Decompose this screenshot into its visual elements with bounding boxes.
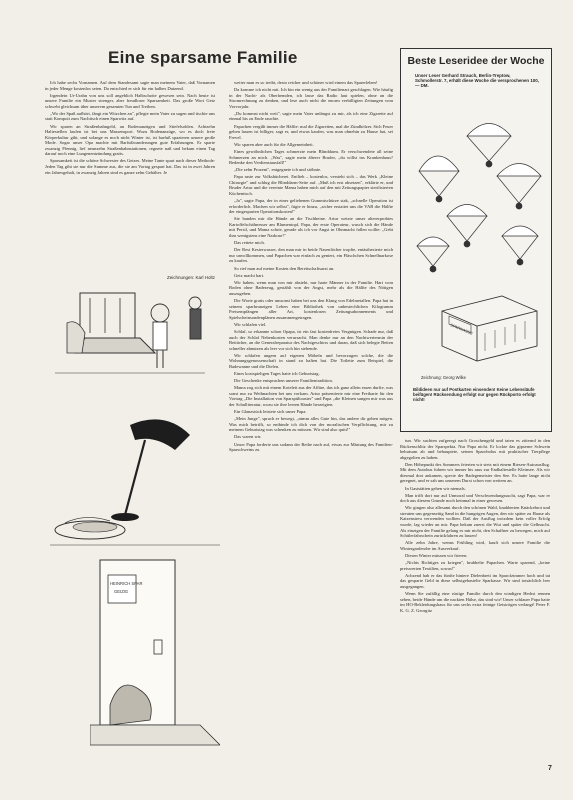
paragraph: weiter man es so treibt, desto reicher und schöner wird einem das Sparerleben! [234,80,378,85]
paragraph: Diesen Winter müssen wir frieren. [405,552,468,558]
paragraph: Ich habe sechs Vornamen. Auf dem Standesamt sagte man meinem Vater, daß Vornamen in jeder Menge kostenlos seien. Da entschied er sich für ein halbes Dutzend. [45,80,215,91]
box-footer: Bildideen nur auf Postkarten einsenden! Keine Lebensläufe beifügen! Rücksendung erfolgt nur gegen Rückporto erfolgt nicht! [413,387,536,403]
lamp-illustration [50,405,220,555]
paragraph: Schlaf, so erkannte schon Opapa, ist ein fast kostenfreies Vergnügen. Schade nur, daß auch der Schlaf Nebenkosten verursacht. Man denke nur an den Nachtwertermin der Bettücher, an die Generalreparatur des Nachtgeschirrs und daran, daß sich belegte Betten schneller abnutzen als leer vor sich hin stehende. [229,328,393,351]
paragraph: Den Höhepunkt des Sommers feierten wir stets mit einem Riesen-Autoausflug. Mit dem Autobus fuhren wir immer bis raus zur Endhaltestelle Kleinsee. Als wir diesmal dort ankamen, specte der Badegemeister den See. Es hatte lange nicht geregnet, und er sah uns unserem Durst schon von weitem an. [400,461,550,484]
paragraph: Wenn Sie zufällig eine rüstige Familie durch den windigen Herbst rennen sehen, beide Hände um die nackten Hälse, das sind wir! Unser schlauer Papa hatte im HO-Bekleidungshaus für uns sechs extra feinige Geiströgen verlangt! Peter F. K. G. Z. Georgitz [400,591,550,613]
paragraph: Wir gingen also allesamt durch den schönen Wald, knabberten Knäckebrot und streuten uns gegenseitig Sand in die hungrigen Augen, den wir später zu Hause als Katzenstreu verwenden wollten. Daß der Ausflug trotzdem kein voller Erfolg wurde, lag wieder an mir. Papa bekam zuerst die Wut und später die Gelbsucht. Als einzigen der Familie gelang es mir nicht, den Schaffner zu bewegen, mich auf Schülerfahrschein zurückfahren zu lassen! [400,505,551,539]
paragraph: Die Worte gratis oder umsonst haben bei uns den Klang von Edelmetallen. Papa hat in seinem sparbrunzigen Leben eine Bibliothek von unbestechlichen Kilogramm Preisempfängen aller Art, kostenlosen Zeitungsabonnements und Spielscheinsondenplänen zusammengetragen. [229,298,393,320]
paragraph: Mama zog sich mit einem Kotelett aus der Affäre, das ich ganz allein essen durfte, was sonst nur zu Weihnachten bei uns vorkam. Artur präsentierte mir eine Freikarte für den Vortrag „Die Installation von Sparspültoaster" und Papa „die Kleinen sangen mir was aus der Schulliteratur, wozu sie ihre leeren Hände herzeigten. [229,385,393,407]
paragraph: Der Rest Kesierwasser, den man mir in beide Nasenlöcher tropfte, entästhesierte mich nur unvollkommen, und Papachen war einfach zu geniert, ein Fläschchen Schnellnarkose zu kaufen. [229,247,393,264]
paragraph: tun. Wir suchten zufgeregt nach Groschengeld und taten es zitternd in den Rückenschlitz der Sparspekta. Nur Papa nicht. Er lockte das gipserne Schwein behutsam ab und behauptete, seinen Sparobolus mit praktischer Tierpflege abgegolten zu haben. [400,438,550,460]
paragraph: „Du kommst nicht weit", sagte mein Vater unlängst zu mir, als ich eine Zigarette auf einmal bis zu Ende rauchte. [229,110,393,122]
door-illustration [90,555,220,750]
svg-text:GEIZIG: GEIZIG [114,589,129,594]
illustration-credit: Zeichnungen: Karl Holtz [166,275,215,280]
paragraph: Wir haben, wenn man von mir absieht, nur harte Männer in der Familie. Hart vom Boden ohne Badezeug, gestählt von der Angst, mehr als die Hälfte des Nötigen auszugeben. [229,279,393,296]
paragraph: Papachen vergißt immer die Hälfte: mal die Zigaretten, mal die Zündhölzer. Sich Feuer geben lassen ist billiger, sagt er, und etwas kaufen, was man ohnehin zu Hause hat, sei Frevel. [229,123,393,140]
page-number: 7 [548,765,552,772]
paragraph: Eines kostspieligen Tages hatte ich Geburtstag. [234,370,320,376]
paragraph: Die Geschenke entsprachen unserer Familientradition. [234,378,333,384]
paragraph: Achzend hab er das fünfte hintere Dielenbrett im Sparofzimmer hoch und tat das gesparte Geld in diese selbstgebastelte Sparkasse. Wir sind totsächlich leer ausgegangen. [400,572,550,589]
paragraph: Sie banden mir die Hände an die Tischbeine. Artur wetzte unser altererprobtes Kartoffelschälmesser am Blumentopf, Papa, der erste Operateur, wusch sich die Hände mit Persil, und Mama schrie, gerade als ich vor Angst in Ohnmacht fallen wollte: „Gebt ihm wenigstens eine Narkose!" [229,216,393,239]
paragraph: Eines gewöhnlichen Tages schmerzte mein Blinddarm. Er verschwendete all seine Schmerzen an mich. „Was", sagte mein älterer Bruder, „du willst ins Krankenhaus? Bedenke den Verdienstausfall!" [229,148,393,166]
paragraph: Unser Papa forderte uns sodann der Reihe nach auf, etwas zur Mästung des Familien-Sparschweins zu [229,441,393,453]
parachute-cartoon [407,111,545,371]
paragraph: Das waren wir. [234,434,262,440]
paragraph: Alle zehn Jahre, wenns Frühling wird, kauft sich unsere Familie die Wintergarderobe im Ausverkauf. [400,540,550,551]
paragraph: Ein Glanzstück leistete sich unser Papa. [234,409,307,415]
svg-text:HEINRICH SPAR: HEINRICH SPAR [110,581,143,586]
paragraph: „Nichts Richtiges zu kriegen", brubbelte Papachen. Warte sparend, „keine preiswerten Textilien, sowas!" [400,560,550,571]
box-title: Beste Leseridee der Woche [407,55,545,67]
building-sign: SPARKASSE [449,322,474,336]
paragraph: Das rettete mich. [234,240,265,246]
paragraph: So rief man auf meine Kosten den Bereitschaftsarzt an. [234,265,335,271]
paragraph: Papa raste zur Volksbücherei. Entlieh – kostenlos, versteht sich – das Werk „Kleine Chirurgie" und schlug die Blinddarm-Seite auf. „Muß ich erst absetzen", erklärte er, und Bruder Artur und die vereinte Mama haben mich auf den mit Zeitungspapier sterilisierten Küchentisch. [229,174,393,196]
paragraph: Geiz macht hart. [234,272,265,278]
article-column-2 [229,80,393,454]
article-column-3 [400,438,550,615]
operation-illustration [45,288,225,403]
paragraph: Wir sparen an Straßenbahngeld, an Bodenanzügen und Stiefelsohlen. Achtzehn Haltestellen laufen ist bei uns Massensport. Wozu Bodenanzüge, wo es doch freie Körperkultur gibt, und solange es noch nicht Winter ist, ist barfuß spazieren unsere große Mode. Sogar unser Opa machte mit Barfußwanderungen gute Erfahrungen. Er sparte zwanzig Pfennig, lief neunzehn Straßenbahnstationen, regnete naß und bekam einen Tag darauf noch eine Lungenentzündung gratis. [45,123,215,157]
paragraph: Da komme ich nicht mit. Ich bin ein wenig aus der Familienart geschlagen. Wie häufig in der Nacht- als Oberhemden, ich lasse das Radio laut spielen, ohne an die Stromrechnung zu denken, und lese auch nicht die enorm verbilligten Zeitungen vom Vorvorjahr. [229,87,393,109]
paragraph: „Mein Junge", sprach er bewegt, „nimm alles Gute hin, das andere dir geben mögen. Was mich betrifft, so entbinde ich dich von der moralischen Verpflichtung, mir zu meinem Geburtstag was schenken zu müssen. Wir sind also quitt!" [229,416,393,433]
box-credit: Zeichnung: Georg Wilke [421,375,466,380]
article-title: Eine sparsame Familie [108,48,298,67]
paragraph: „Die zehn Prozent", entgegnete ich und stöhnte. [234,167,322,173]
paragraph: Wir schlafen ungern auf eigenen Möbeln und bevorzugen solche, die die Wohnungsgenossenschaft in stand zu halten hat. Die Toilette zum Beispiel, die Badewanne und die Dielen. [229,352,393,369]
paragraph: Irgendein Ur-Urahn von uns soll angeblich Halbschotte gewesen sein. Nach heute ist unsere Familie ein Muster strenger, aber freudloser Sparsamkeit. Das große Wort Geiz schwebt gleichsam über unserem gesamten Tun und Treiben. [45,92,215,109]
paragraph: Wir sparen aber auch für die Allgemeinheit. [234,141,314,147]
paragraph: Wir schlafen viel. [234,321,267,327]
paragraph: Man trifft dort nur auf Unmoral und Verschwendungssucht, sagt Papa, war er doch aus diesem Grunde noch keinmal in einer gewesen. [400,492,550,504]
paragraph: „Wo der Spaß aufhört, fängt ein Witzchen an", pflegte mein Vater zu sagen und tischte uns statt Kompott zum Nachtisch einen Sparwitz auf. [45,110,215,122]
paragraph: Sparsamkeit ist die schöne Schwester des Geizes. Meine Tante spart nach dieser Methode: Jeden Tag gibt sie nur die Summe aus, die sie am Vortag gespart hat. Das ist in zwei Jahren ein Jahresgehalt, in zwanzig Jahren sind es ganze zehn Gehälter. Je [45,158,215,175]
box-subtitle: Unser Leser Gerhard Strauch, Berlin-Treptow, Schmollerstr. 7, erhält diese Woche die versprochenen 100,— DM. [415,73,539,89]
paragraph: „Ja", sagte Papa, der in einer geliehenen Gummischürze stak, „schnelle Operation ist erforderlich. Machen wir selbst", fügte er hinzu, „sicher erstattet uns die VAB die Hälfte der eingesparten Operationskosten!" [229,198,393,215]
article-column-1-top [45,80,215,177]
reader-idea-box [400,48,552,432]
paragraph: In Gaststätten gehen wir niemals. [405,485,466,491]
